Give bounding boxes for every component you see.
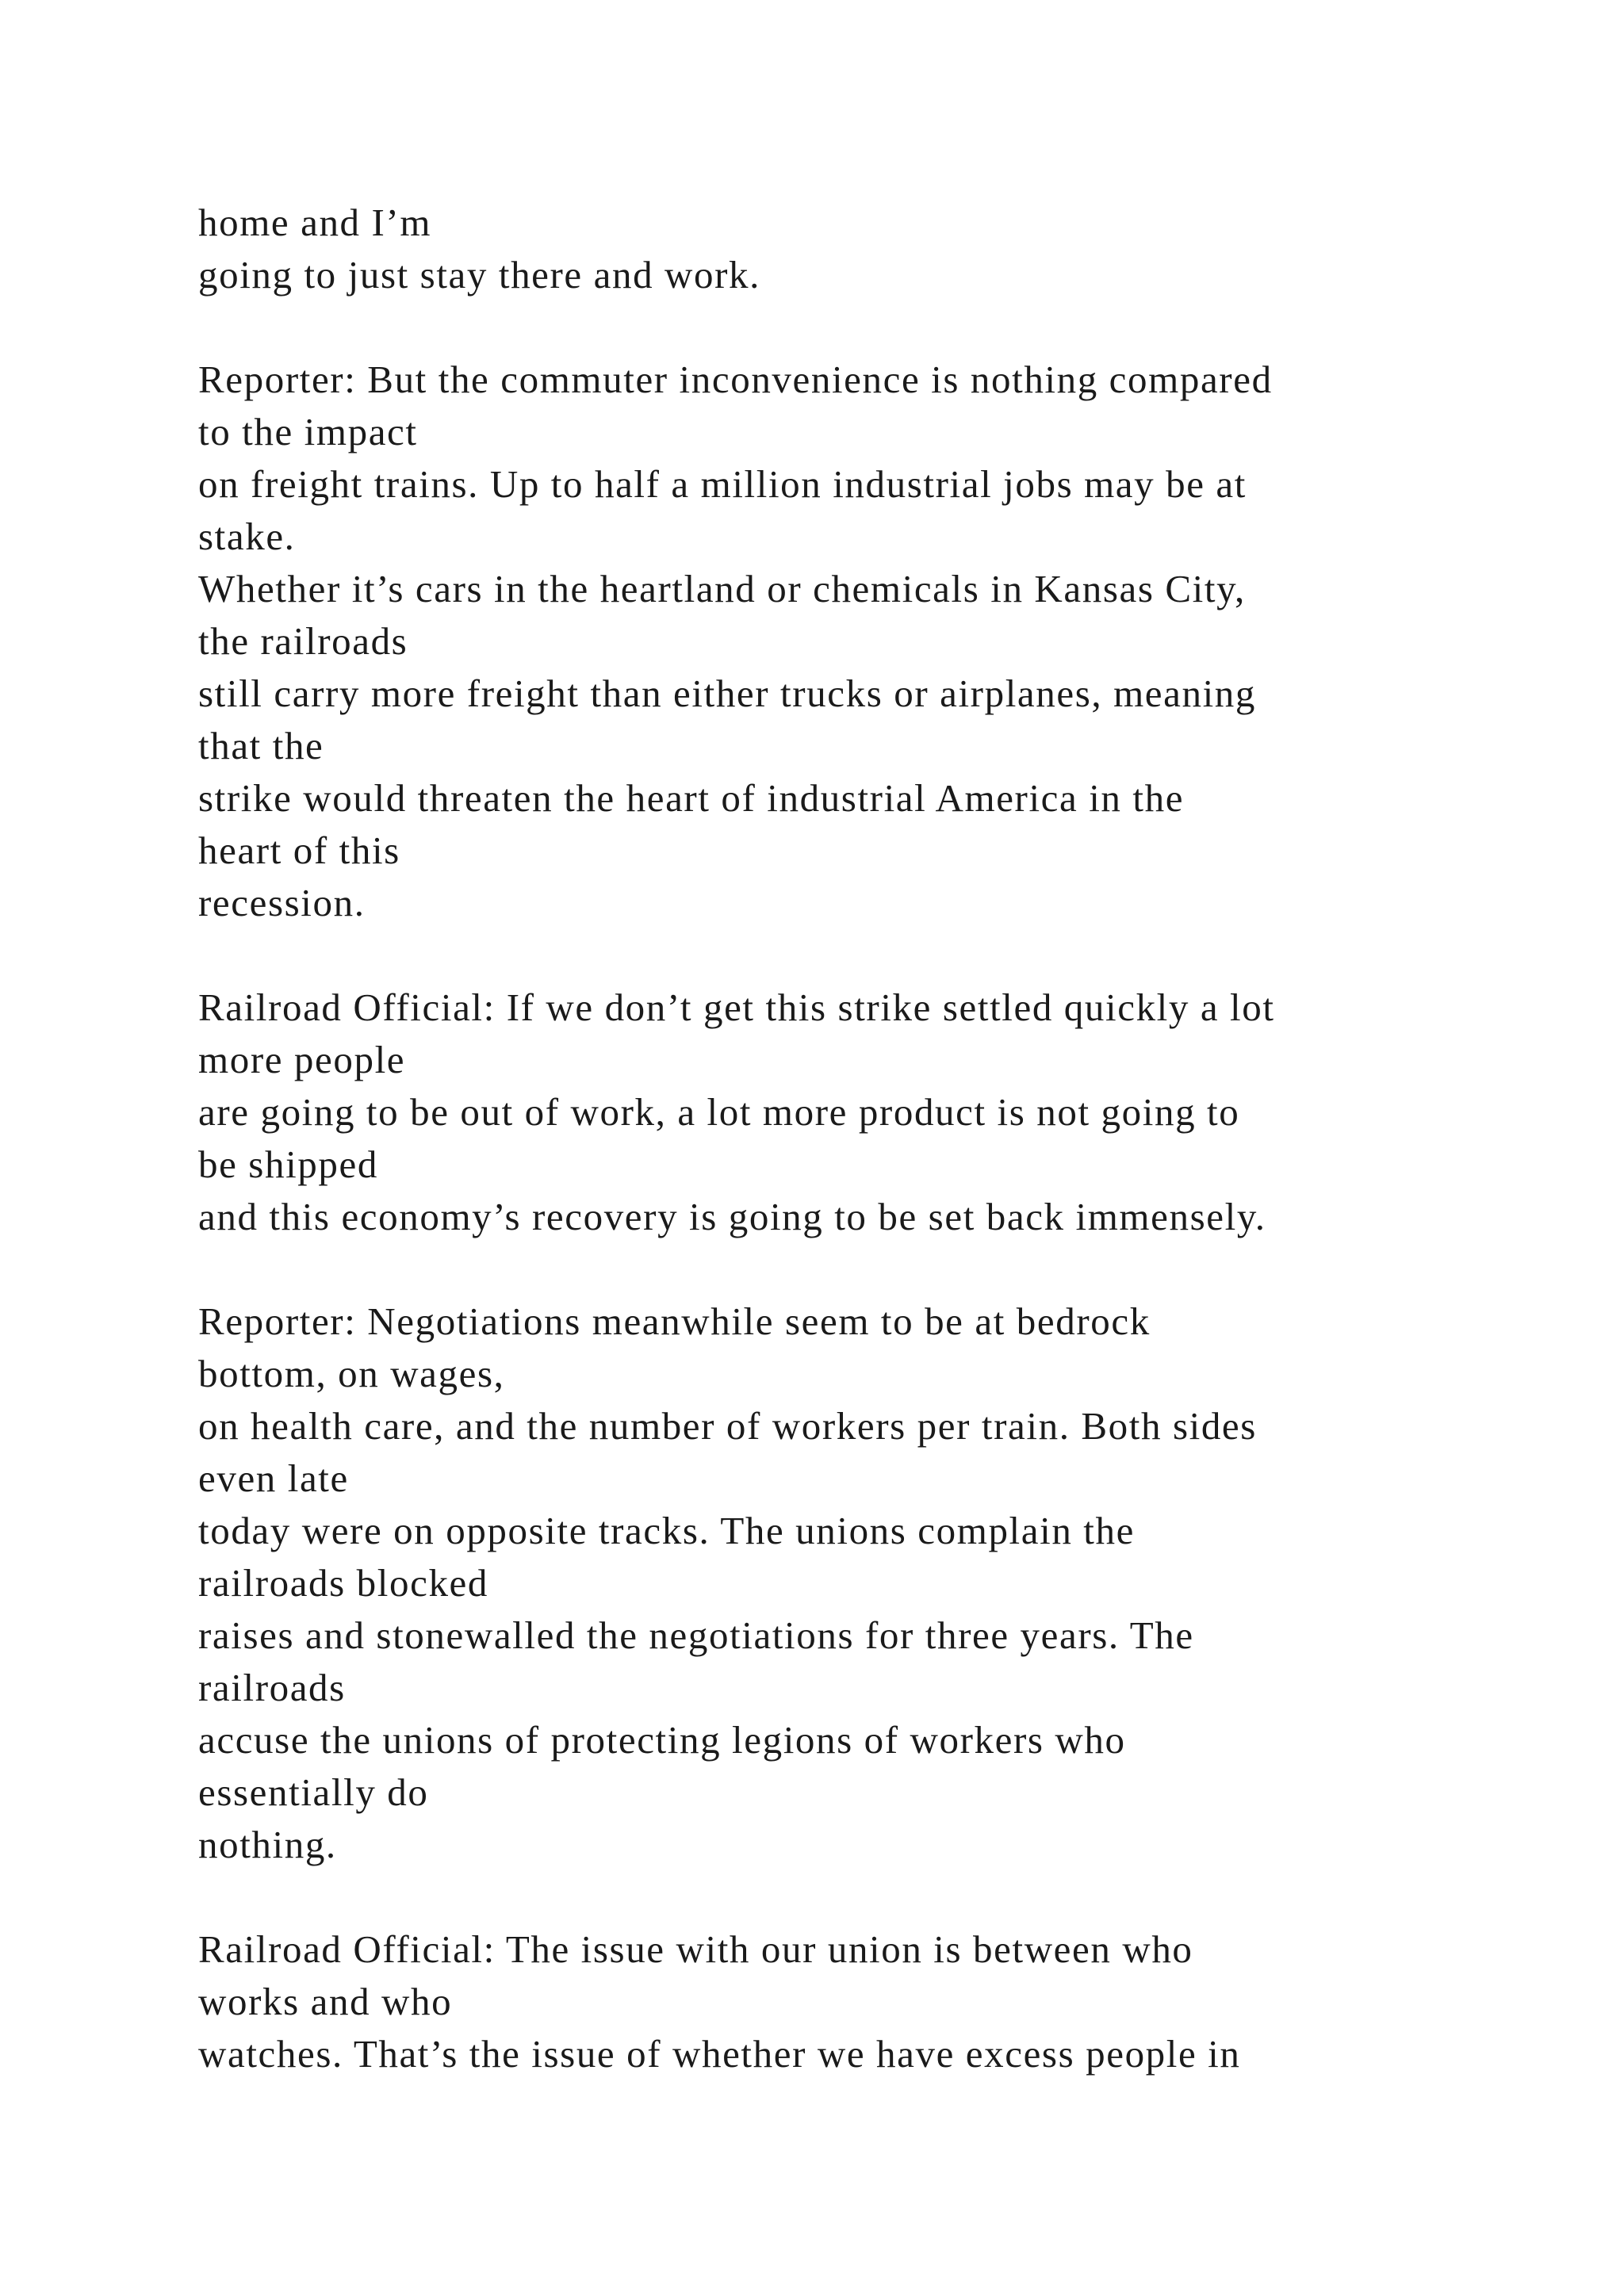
text-line: Reporter: Negotiations meanwhile seem to be at bedrock	[198, 1299, 1151, 1343]
text-line: essentially do	[198, 1770, 429, 1814]
text-line: on health care, and the number of workers per train. Both sides	[198, 1404, 1257, 1448]
text-line: heart of this	[198, 828, 400, 872]
text-line: raises and stonewalled the negotiations for three years. The	[198, 1613, 1194, 1657]
text-line: works and who	[198, 1980, 453, 2023]
text-line: are going to be out of work, a lot more product is not going to	[198, 1090, 1240, 1134]
paragraph-break	[198, 301, 1499, 354]
text-line: going to just stay there and work.	[198, 253, 760, 297]
text-line: still carry more freight than either trucks or airplanes, meaning	[198, 672, 1256, 715]
text-line: to the impact	[198, 410, 418, 453]
text-line: railroads	[198, 1666, 346, 1709]
text-line: recession.	[198, 881, 366, 924]
text-line: and this economy’s recovery is going to be set back immensely.	[198, 1195, 1266, 1238]
text-line: railroads blocked	[198, 1561, 488, 1605]
text-line: Railroad Official: If we don’t get this strike settled quickly a lot	[198, 985, 1275, 1029]
text-line: even late	[198, 1456, 349, 1500]
text-line: accuse the unions of protecting legions of workers who	[198, 1718, 1126, 1762]
text-line: more people	[198, 1038, 406, 1081]
document-text	[198, 197, 1499, 2080]
paragraph-break	[198, 1243, 1499, 1295]
text-line: stake.	[198, 515, 296, 558]
text-line: home and I’m	[198, 201, 432, 244]
text-line: that the	[198, 724, 324, 767]
text-line: Railroad Official: The issue with our union is between who	[198, 1927, 1193, 1971]
text-line: strike would threaten the heart of industrial America in the	[198, 776, 1185, 820]
text-line: Whether it’s cars in the heartland or chemicals in Kansas City,	[198, 567, 1246, 610]
text-line: on freight trains. Up to half a million industrial jobs may be at	[198, 462, 1247, 506]
text-line: today were on opposite tracks. The unions complain the	[198, 1509, 1135, 1552]
text-line: nothing.	[198, 1823, 337, 1866]
text-line: watches. That’s the issue of whether we have excess people in	[198, 2032, 1241, 2076]
text-line: be shipped	[198, 1142, 378, 1186]
text-line: bottom, on wages,	[198, 1352, 505, 1395]
text-line: Reporter: But the commuter inconvenience is nothing compared	[198, 358, 1273, 401]
paragraph-break	[198, 1871, 1499, 1923]
text-line: the railroads	[198, 619, 408, 663]
paragraph-break	[198, 929, 1499, 982]
